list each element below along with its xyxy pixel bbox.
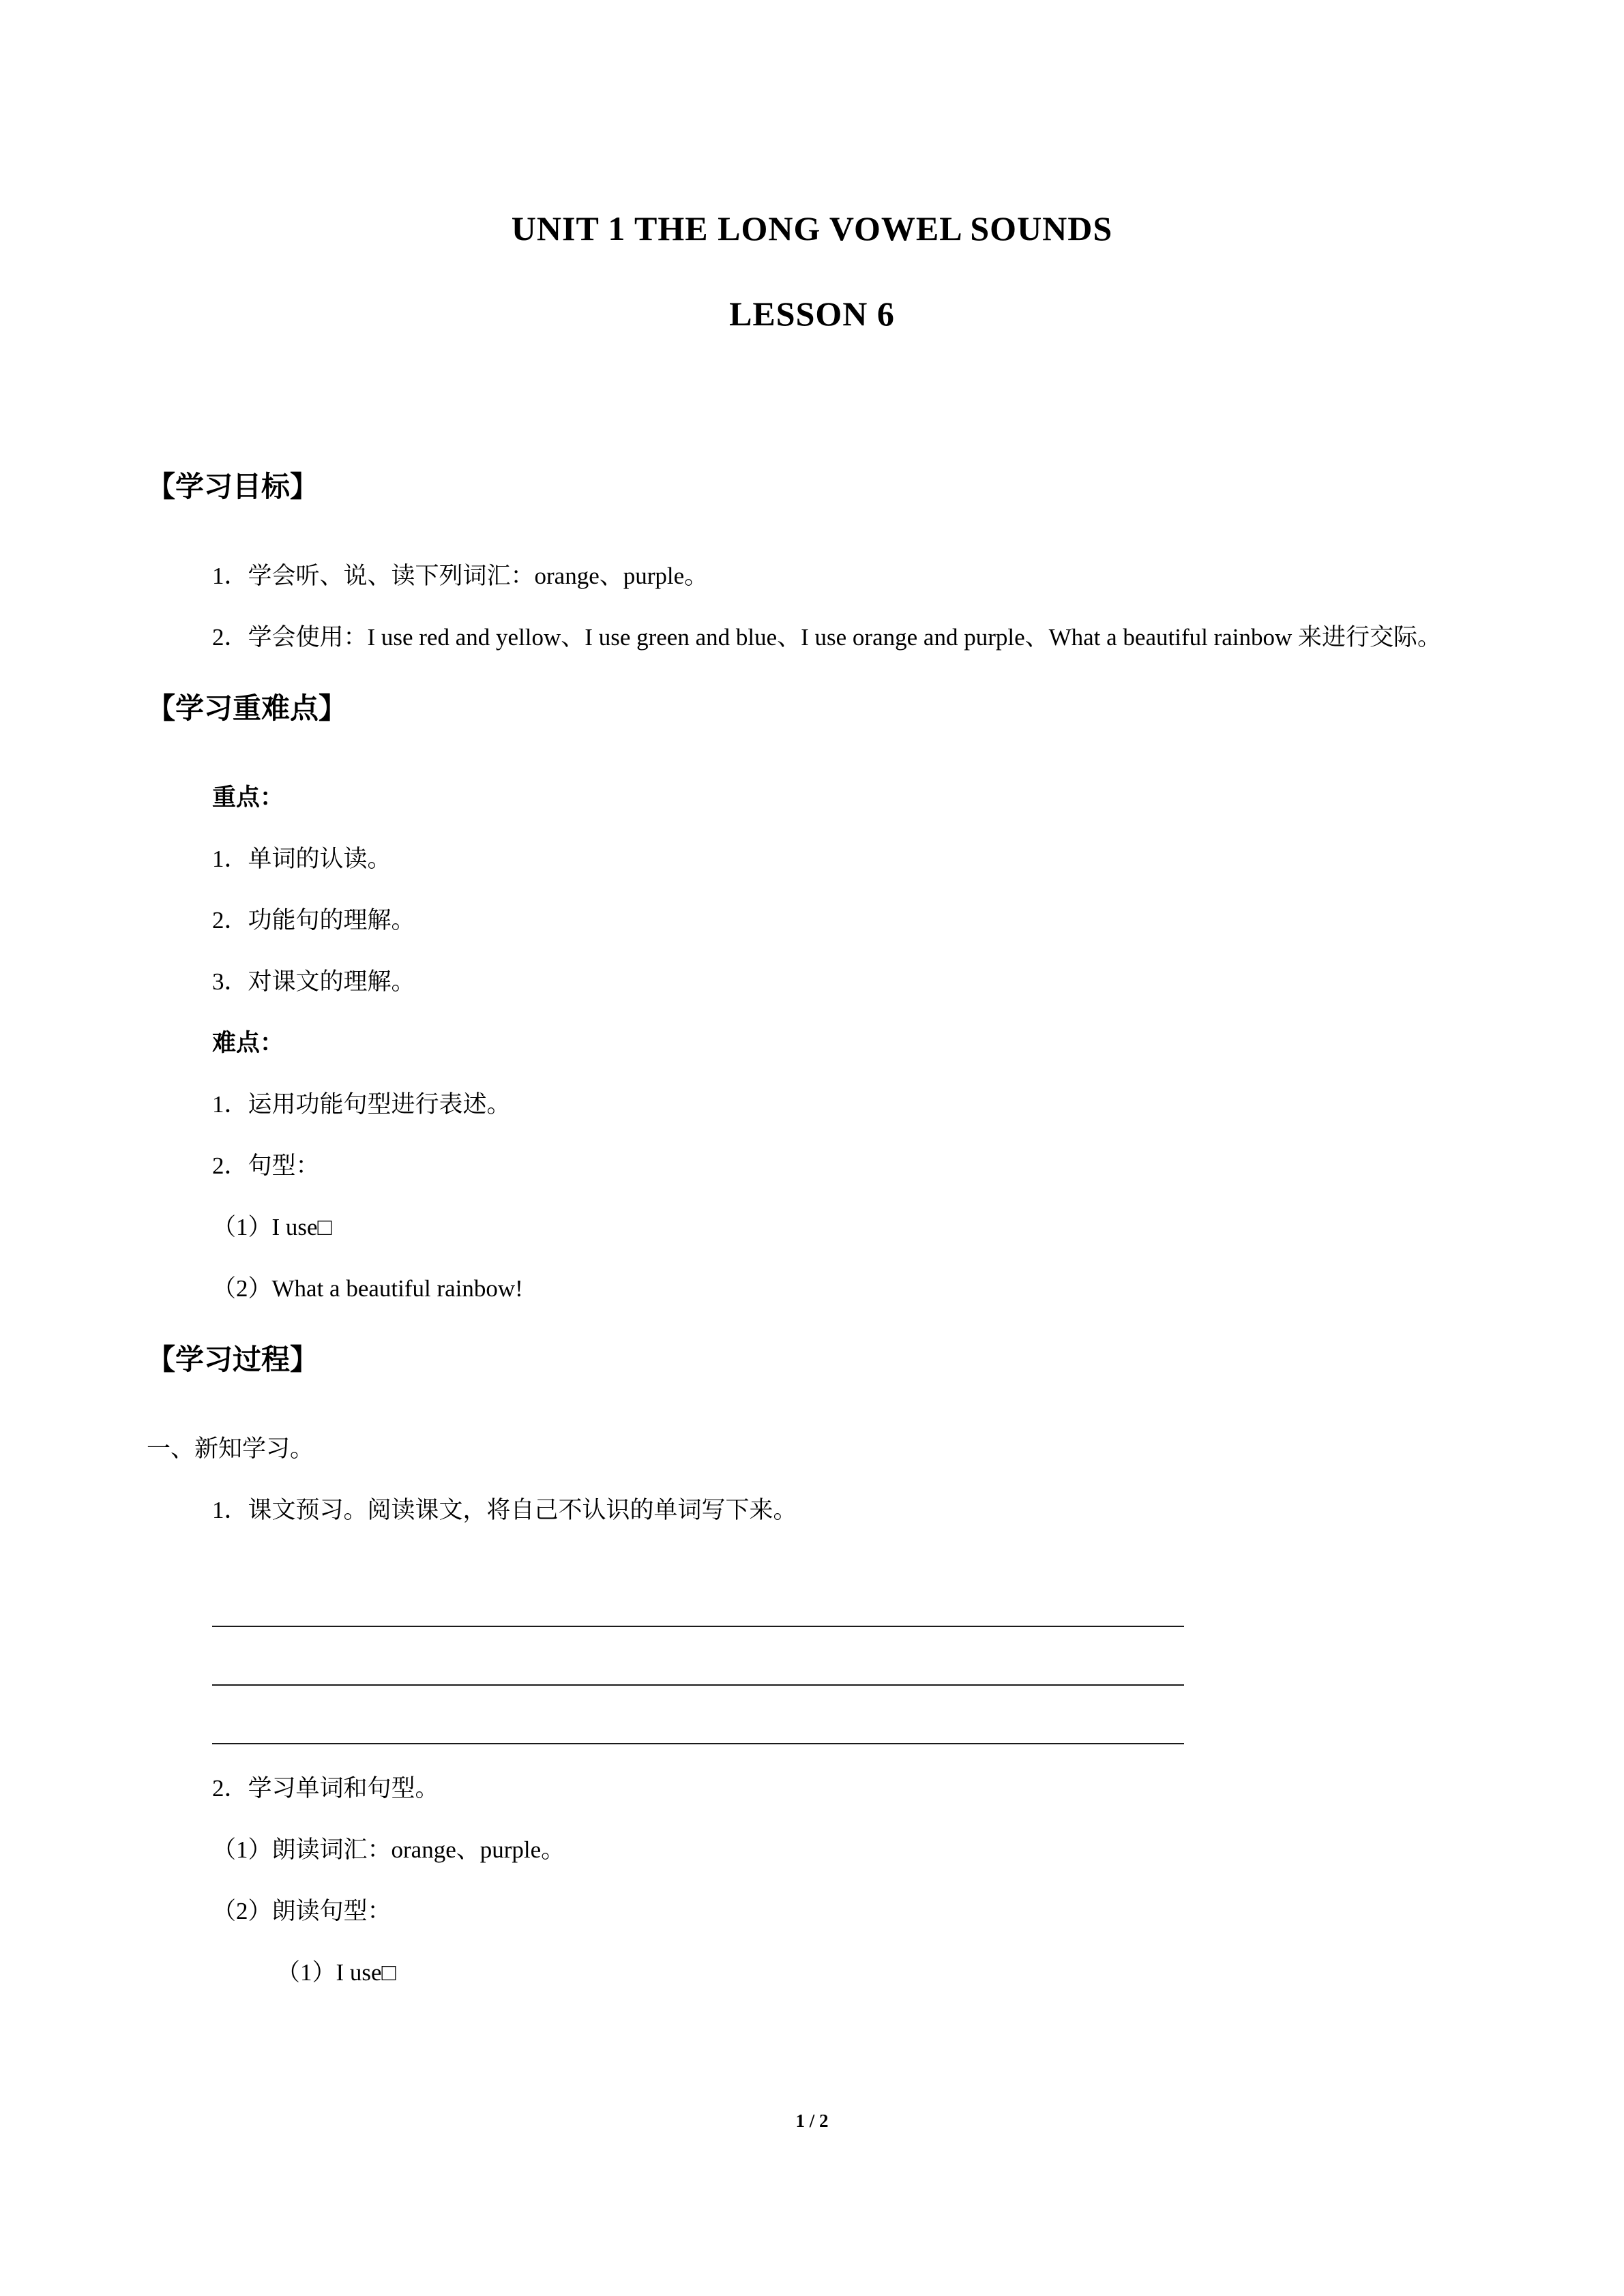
key-point-item-3: 3．对课文的理解。 xyxy=(212,968,415,995)
fill-in-blank-line xyxy=(212,1568,1184,1627)
process-step-2-sentence: （1）I use□ xyxy=(276,1959,396,1986)
goal-item-2: 2．学会使用：I use red and yellow、I use green and blue、I use orange and purple、What a beautiful rainbow 来进行交际。 xyxy=(212,624,1442,651)
process-step-1: 1．课文预习。阅读课文，将自己不认识的单词写下来。 xyxy=(212,1497,797,1523)
hard-point-item-2: 2．句型： xyxy=(212,1152,320,1179)
fill-in-blank-line xyxy=(212,1686,1184,1744)
process-step-2-item-2: （2）朗读句型： xyxy=(212,1898,392,1924)
key-point-item-2: 2．功能句的理解。 xyxy=(212,907,415,934)
hard-point-sentence-2: （2）What a beautiful rainbow! xyxy=(212,1275,523,1302)
goal-item-1: 1．学会听、说、读下列词汇：orange、purple。 xyxy=(212,563,709,589)
document-title: UNIT 1 THE LONG VOWEL SOUNDS xyxy=(511,209,1113,248)
hard-point-item-1: 1．运用功能句型进行表述。 xyxy=(212,1091,511,1118)
page-number: 1 / 2 xyxy=(795,2111,829,2131)
section-heading-difficulties: 【学习重难点】 xyxy=(147,694,348,725)
process-step-2: 2．学习单词和句型。 xyxy=(212,1775,439,1802)
fill-in-blank-line xyxy=(212,1627,1184,1686)
section-heading-process: 【学习过程】 xyxy=(147,1345,319,1376)
hard-points-label: 难点： xyxy=(212,1030,284,1056)
section-heading-goals: 【学习目标】 xyxy=(147,472,319,503)
key-points-label: 重点： xyxy=(212,784,284,811)
hard-point-sentence-1: （1）I use□ xyxy=(212,1214,332,1240)
document-subtitle: LESSON 6 xyxy=(729,295,895,333)
process-step-2-item-1: （1）朗读词汇：orange、purple。 xyxy=(212,1836,565,1863)
process-part1-title: 一、新知学习。 xyxy=(147,1435,314,1462)
key-point-item-1: 1．单词的认读。 xyxy=(212,846,392,872)
fill-in-blank-group xyxy=(147,1568,1477,1744)
